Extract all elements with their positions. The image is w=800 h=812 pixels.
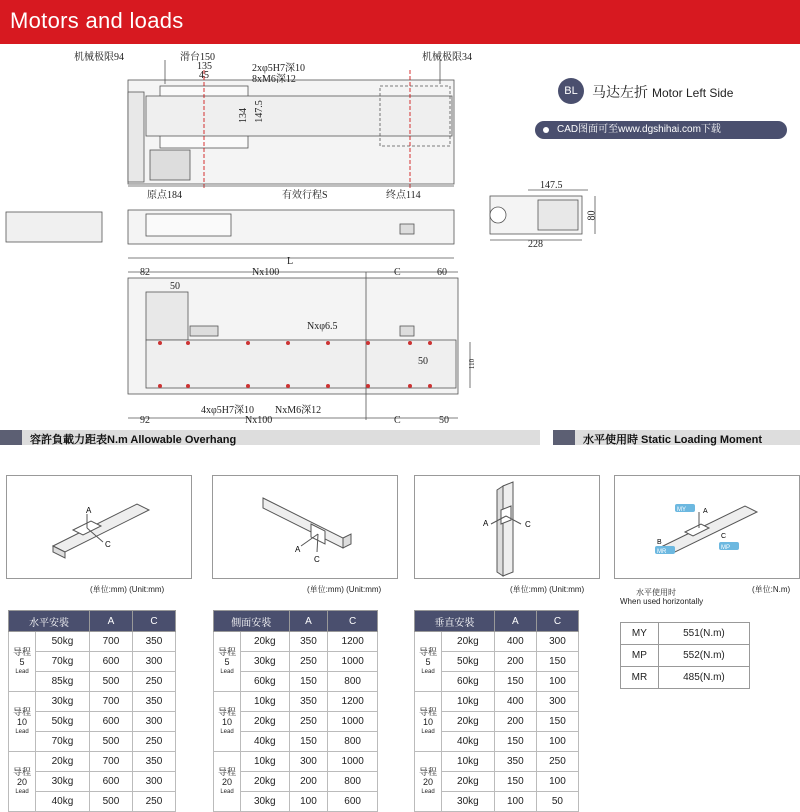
dim-L: L [287,256,294,267]
lead-label-en: Lead [15,668,29,675]
motor-title [592,82,733,102]
table-cell: 350 [132,692,175,712]
label-c: C [721,533,727,540]
dim-50c: 50 [439,415,449,426]
unit-label-1: (单位:mm) (Unit:mm) [90,585,165,594]
unit-label-2: (单位:mm) (Unit:mm) [307,585,382,594]
table-cell: 10kg [442,692,495,712]
table-cell: 250 [132,732,175,752]
table-side [213,610,378,812]
table-cell: 350 [289,632,328,652]
table-row [415,752,579,772]
table-cell: 500 [89,672,132,692]
table-cell: 150 [289,732,328,752]
lead-label: 导程 [217,646,236,657]
dim-135: 135 [197,61,212,72]
lead-cell [214,692,241,752]
table-cell: 250 [289,652,328,672]
lead-label-en: Lead [220,728,234,735]
label-a: A [483,519,489,528]
label-mr: MR [657,549,667,555]
dim-134: 134 [238,108,249,123]
table-cell: 200 [494,652,536,672]
column-header: A [494,611,536,632]
table-cell: 100 [536,672,578,692]
table-row [415,632,579,652]
table-row [214,752,378,772]
table-cell: 600 [89,712,132,732]
table-cell: MY [621,623,659,645]
lead-label: 导程 [418,646,437,657]
label-a: A [86,506,92,515]
dim-60: 60 [437,267,447,278]
table-cell: 250 [132,792,175,812]
dim-end: 终点114 [386,190,421,201]
section-marker-icon [553,430,575,445]
table-cell: 40kg [442,732,495,752]
table-cell: 500 [89,732,132,752]
horizontal-use-cn: 水平使用时 [636,588,676,597]
table-cell: 40kg [36,792,90,812]
table-cell: 100 [536,732,578,752]
dim-50b: 50 [418,356,428,367]
table-cell: 150 [494,732,536,752]
table-cell: 700 [89,752,132,772]
unit-label-3: (单位:mm) (Unit:mm) [510,585,585,594]
diagram-static-moment [614,475,800,579]
table-cell: 200 [289,772,328,792]
table-cell: 300 [536,692,578,712]
lead-label-en: Lead [421,728,435,735]
table-row [9,692,176,712]
lead-label: 导程 [12,646,31,657]
section-static [553,430,800,445]
dim-end-height: 80 [586,210,598,221]
lead-cell [415,752,442,812]
section-overhang-title: 容許負載力距表N.m Allowable Overhang [30,434,237,446]
dim-110: 110 [468,358,477,370]
dim-nx100-top: Nx100 [252,267,280,278]
vertical-mount-diagram [415,476,599,578]
table-cell: 250 [289,712,328,732]
dim-nx-phi: Nxφ6.5 [307,321,338,332]
table-cell: 350 [494,752,536,772]
lead-label-en: Lead [15,728,29,735]
bullet-icon [543,127,549,133]
label-my: MY [677,507,686,513]
column-header: C [132,611,175,632]
table-cell: 150 [536,652,578,672]
dim-82: 82 [140,267,150,278]
table-cell: 1200 [328,632,378,652]
label-b: B [657,539,662,546]
section-overhang [0,430,540,445]
lead-label-en: Lead [15,788,29,795]
table-cell: 150 [494,672,536,692]
column-header: C [328,611,378,632]
lead-label: 导程 [418,706,437,717]
table-cell: 20kg [241,632,290,652]
table-cell: 485(N.m) [658,667,749,689]
lead-label: 导程 [217,766,236,777]
motor-badge: BL [558,78,584,104]
table-cell: 300 [536,632,578,652]
table-horizontal [8,610,176,812]
dim-end-width: 147.5 [540,180,563,191]
table-cell: 20kg [241,712,290,732]
table-cell: 1000 [328,712,378,732]
table-cell: 10kg [241,692,290,712]
table-cell: 350 [132,632,175,652]
table-header-row [214,611,378,632]
static-moment-diagram [615,476,799,578]
dim-92: 92 [140,415,150,426]
column-header: A [89,611,132,632]
table-cell: 20kg [442,772,495,792]
lead-value: 20 [16,776,27,787]
table-cell: 30kg [241,652,290,672]
lead-label: 导程 [217,706,236,717]
table-cell: 50kg [36,712,90,732]
table-cell: 300 [132,772,175,792]
table-cell: 551(N.m) [658,623,749,645]
table-row [621,623,750,645]
table-cell: 10kg [241,752,290,772]
table-cell: 350 [132,752,175,772]
table-cell: 20kg [241,772,290,792]
table-cell: 1000 [328,652,378,672]
dim-c-top: C [394,267,401,278]
dim-228: 228 [528,239,543,250]
dim-slider: 滑台150 [180,52,215,63]
label-mp: MP [721,545,730,551]
page-title: Motors and loads [10,8,184,33]
table-row [621,645,750,667]
lead-label: 导程 [12,766,31,777]
table-cell: 100 [494,792,536,812]
column-header: 垂直安裝 [415,611,495,632]
lead-cell [415,632,442,692]
table-cell: 600 [89,652,132,672]
table-cell: 200 [494,712,536,732]
table-cell: 10kg [442,752,495,772]
table-row [214,692,378,712]
table-cell: 400 [494,632,536,652]
column-header: 側面安裝 [214,611,290,632]
lead-value: 5 [19,656,25,667]
table-cell: 70kg [36,652,90,672]
table-cell: 30kg [36,692,90,712]
lead-value: 5 [224,656,230,667]
dim-c-bottom: C [394,415,401,426]
table-cell: 700 [89,632,132,652]
table-cell: 100 [536,772,578,792]
table-row [621,667,750,689]
table-cell: 150 [536,712,578,732]
table-cell: 800 [328,772,378,792]
label-a: A [295,545,301,554]
lead-cell [9,752,36,812]
table-cell: 30kg [442,792,495,812]
lead-label: 导程 [418,766,437,777]
dim-50: 50 [170,281,180,292]
table-cell: 300 [132,652,175,672]
table-row [9,752,176,772]
table-cell: 1200 [328,692,378,712]
lead-value: 5 [425,656,431,667]
lead-label-en: Lead [220,668,234,675]
lead-value: 20 [221,776,232,787]
table-static-moment [620,622,750,689]
label-c: C [314,555,320,564]
dim-nx100-bottom: Nx100 [245,415,273,426]
motor-title-cn: 马达左折 [592,84,648,100]
table-cell: MP [621,645,659,667]
table-row [214,632,378,652]
table-cell: 600 [89,772,132,792]
table-cell: 20kg [36,752,90,772]
table-cell: 20kg [442,712,495,732]
lead-label: 导程 [12,706,31,717]
lead-cell [415,692,442,752]
table-cell: 150 [289,672,328,692]
table-cell: 70kg [36,732,90,752]
table-cell: 150 [494,772,536,792]
table-cell: 85kg [36,672,90,692]
table-header-row [9,611,176,632]
lead-label-en: Lead [421,668,435,675]
table-cell: 20kg [442,632,495,652]
table-cell: 30kg [36,772,90,792]
table-cell: 300 [132,712,175,732]
lead-cell [9,632,36,692]
dim-holes-m6: 8xM6深12 [252,74,296,85]
table-cell: 552(N.m) [658,645,749,667]
motor-title-en: Motor Left Side [652,86,734,100]
table-cell: 800 [328,672,378,692]
column-header: A [289,611,328,632]
diagram-vertical [414,475,600,579]
table-cell: 60kg [241,672,290,692]
dim-45: 45 [199,70,209,81]
table-cell: 350 [289,692,328,712]
table-cell: 800 [328,732,378,752]
lead-value: 10 [221,716,232,727]
table-cell: 250 [536,752,578,772]
header-banner [0,0,800,44]
table-cell: 60kg [442,672,495,692]
lead-label-en: Lead [220,788,234,795]
table-cell: 50kg [36,632,90,652]
cad-download-text: CAD图面可至www.dgshihai.com下载 [557,124,721,135]
label-c: C [525,520,531,529]
dim-origin: 原点184 [147,190,182,201]
dim-mech-limit-right: 机械极限34 [422,52,472,63]
dim-holes-h7-bottom: 4xφ5H7深10 [201,405,254,416]
table-cell: 30kg [241,792,290,812]
label-a: A [703,508,708,515]
section-marker-icon [0,430,22,445]
cad-download-link[interactable] [535,121,787,139]
table-header-row [415,611,579,632]
diagram-horizontal [6,475,192,579]
lead-value: 20 [422,776,433,787]
column-header: C [536,611,578,632]
diagram-side [212,475,398,579]
dim-holes-m6-bottom: NxM6深12 [275,405,322,416]
table-cell: MR [621,667,659,689]
dim-holes-h7: 2xφ5H7深10 [252,63,305,74]
label-c: C [105,540,111,549]
dim-mech-limit-left: 机械极限94 [74,52,124,63]
table-row [9,632,176,652]
section-static-title: 水平使用時 Static Loading Moment [583,434,763,446]
horizontal-use-en: When used horizontally [620,597,704,606]
unit-label-4: (单位:N.m) [752,585,791,594]
table-cell: 50kg [442,652,495,672]
table-cell: 600 [328,792,378,812]
table-cell: 1000 [328,752,378,772]
side-mount-diagram [213,476,397,578]
table-cell: 50 [536,792,578,812]
dim-stroke: 有效行程S [282,190,328,201]
table-cell: 300 [289,752,328,772]
column-header: 水平安裝 [9,611,90,632]
table-vertical [414,610,579,812]
table-cell: 400 [494,692,536,712]
lead-value: 10 [16,716,27,727]
table-cell: 100 [289,792,328,812]
table-cell: 40kg [241,732,290,752]
lead-cell [214,752,241,812]
table-cell: 250 [132,672,175,692]
lead-value: 10 [422,716,433,727]
lead-cell [9,692,36,752]
table-row [415,692,579,712]
lead-label-en: Lead [421,788,435,795]
table-cell: 500 [89,792,132,812]
dim-147-5: 147.5 [253,100,265,123]
lead-cell [214,632,241,692]
horizontal-mount-diagram [7,476,191,578]
table-cell: 700 [89,692,132,712]
